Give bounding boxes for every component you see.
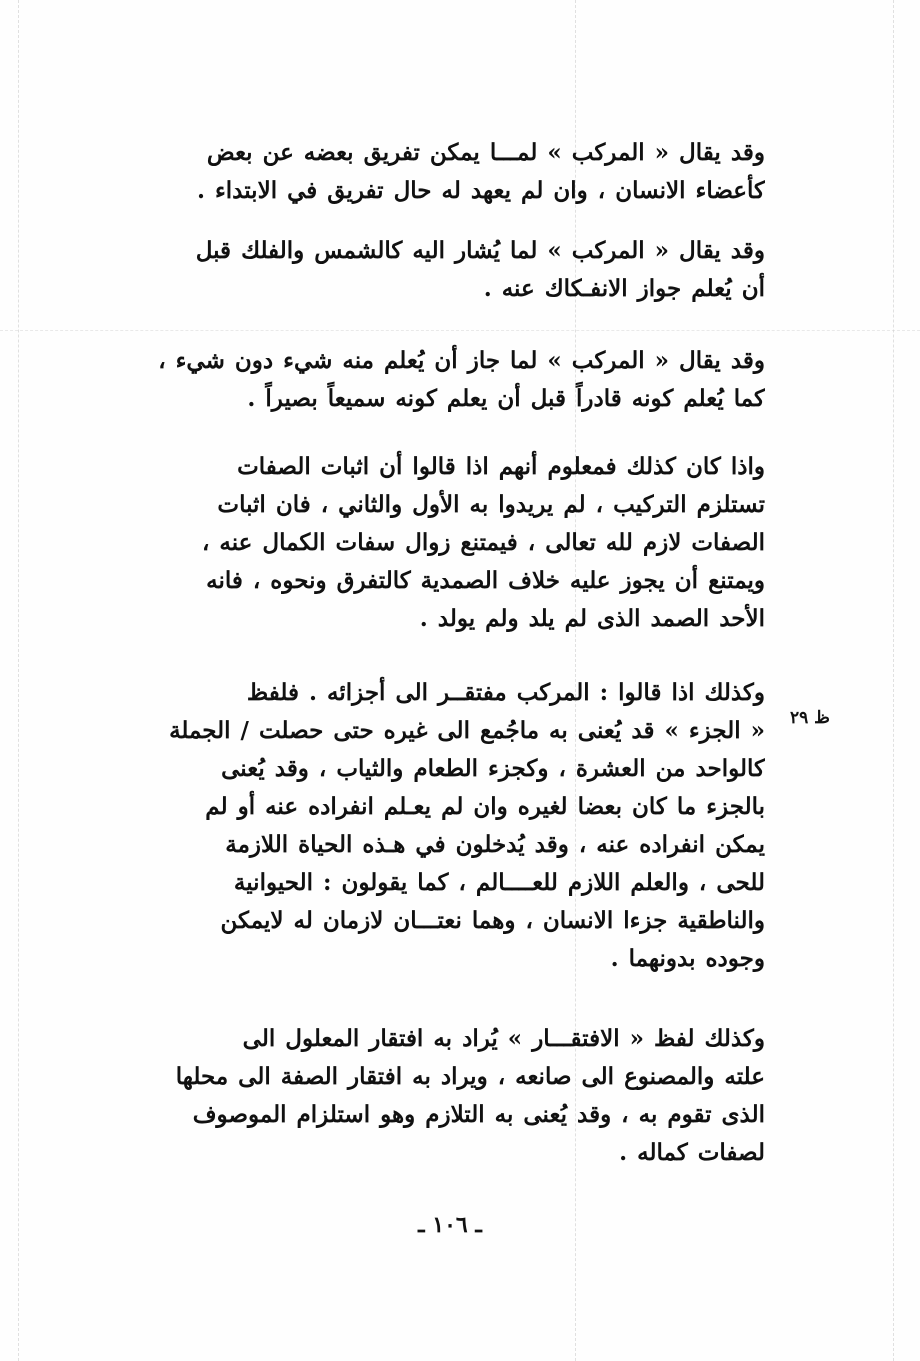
text-line: وكذلك لفظ « الافتقـــار » يُراد به افتقار المعلول الى (242, 1025, 765, 1052)
text-line: وقد يقال « المركب » لما يُشار اليه كالشمس والفلك قبل (195, 237, 765, 264)
text-line: كالواحد من العشرة ، وكجزء الطعام والثياب ، وقد يُعنى (221, 755, 765, 782)
page-number: ـ ١٠٦ ـ (418, 1212, 482, 1238)
paragraph (100, 674, 765, 978)
text-line: « الجزء » قد يُعنى به ماجُمع الى غيره حتى حصلت / الجملة (169, 717, 765, 744)
paragraph (100, 342, 765, 418)
text-line: أن يُعلم جواز الانفـكاك عنه . (483, 275, 765, 302)
paragraph (100, 1020, 765, 1172)
text-line: وقد يقال « المركب » لمـــا يمكن تفريق بعضه عن بعض (206, 139, 765, 166)
text-line: ويمتنع أن يجوز عليه خلاف الصمدية كالتفرق ونحوه ، فانه (206, 567, 765, 594)
text-line: للحى ، والعلم اللازم للعــــالم ، كما يقولون : الحيوانية (233, 869, 765, 896)
text-line: بالجزء ما كان بعضا لغيره وان لم يعـلم انفراده عنه أو لم (205, 793, 765, 820)
text-line: لصفات كماله . (619, 1139, 765, 1166)
text-line: الصفات لازم لله تعالى ، فيمتنع زوال سفات الكمال عنه ، (201, 529, 765, 556)
text-line: وكذلك اذا قالوا : المركب مفتقــر الى أجزائه . فلفظ (246, 679, 765, 706)
text-line: كما يُعلم كونه قادراً قبل أن يعلم كونه سميعاً بصيراً . (247, 385, 765, 412)
text-line: والناطقية جزءا الانسان ، وهما نعتـــان لازمان له لايمكن (220, 907, 765, 934)
text-line: كأعضاء الانسان ، وان لم يعهد له حال تفريق في الابتداء . (196, 177, 765, 204)
text-line: واذا كان كذلك فمعلوم أنهم اذا قالوا أن اثبات الصفات (237, 453, 765, 480)
paragraph (100, 134, 765, 210)
text-line: يمكن انفراده عنه ، وقد يُدخلون في هـذه الحياة اللازمة (225, 831, 765, 858)
text-line: وقد يقال « المركب » لما جاز أن يُعلم منه شيء دون شيء ، (158, 347, 765, 374)
text-line: الذى تقوم به ، وقد يُعنى به التلازم وهو استلزام الموصوف (192, 1101, 765, 1128)
text-line: علته والمصنوع الى صانعه ، ويراد به افتقار الصفة الى محلها (175, 1063, 765, 1090)
paragraph (100, 448, 765, 638)
scan-guide-line (893, 0, 894, 1361)
scan-guide-line (18, 0, 19, 1361)
text-line: تستلزم التركيب ، لم يريدوا به الأول والثاني ، فان اثبات (217, 491, 765, 518)
paragraph (100, 232, 765, 308)
text-line: الأحد الصمد الذى لم يلد ولم يولد . (419, 605, 765, 632)
margin-note: ظ ٢٩ (790, 708, 830, 728)
body-text (100, 120, 765, 1172)
text-line: وجوده بدونهما . (610, 945, 765, 972)
